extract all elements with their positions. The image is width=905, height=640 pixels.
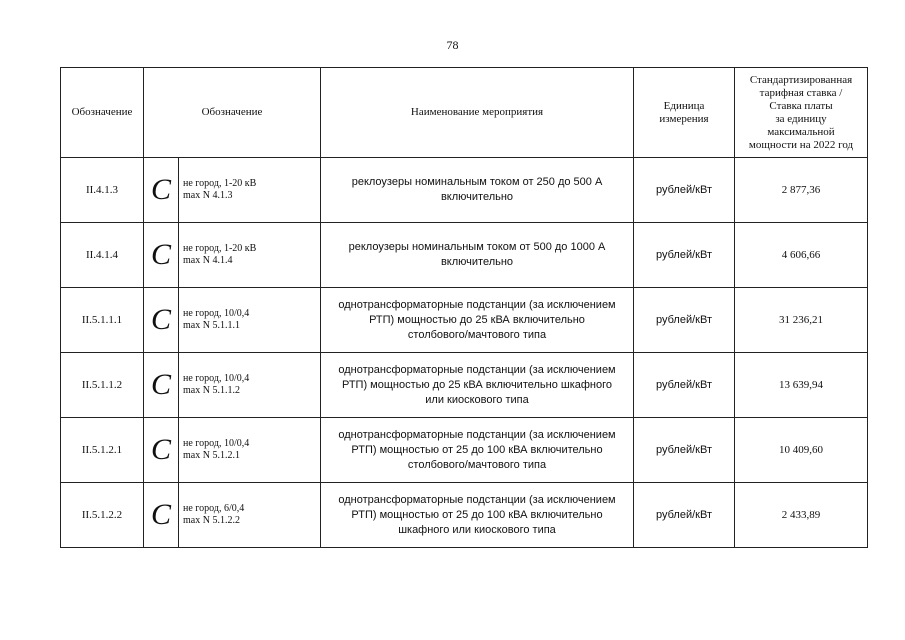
event-name xyxy=(321,288,634,353)
header-rate-line: мощности на 2022 год xyxy=(748,138,854,151)
category-letter: C xyxy=(144,288,179,353)
table-row xyxy=(61,483,868,548)
category-letter: C xyxy=(144,223,179,288)
table-row xyxy=(61,288,868,353)
category-letter: C xyxy=(144,353,179,418)
row-code: II.5.1.1.2 xyxy=(61,353,144,418)
category-description xyxy=(179,158,321,223)
header-rate-line: Ставка платы xyxy=(769,99,833,112)
event-line: однотрансформаторные подстанции (за исключением xyxy=(338,493,616,506)
event-line: столбового/мачтового типа xyxy=(407,328,547,341)
event-line: РТП) мощностью от 25 до 100 кВА включительно xyxy=(351,508,603,521)
tariff-table xyxy=(60,67,868,548)
row-code: II.4.1.3 xyxy=(61,158,144,223)
category-desc-line: не город, 10/0,4 xyxy=(183,373,250,384)
category-desc-line: max N 5.1.1.2 xyxy=(183,385,240,396)
table-row xyxy=(61,223,868,288)
category-description xyxy=(179,353,321,418)
event-line: включительно xyxy=(440,191,514,203)
row-code: II.4.1.4 xyxy=(61,223,144,288)
unit-cell: рублей/кВт xyxy=(634,288,735,353)
rate-cell: 31 236,21 xyxy=(735,288,868,353)
category-desc-line: max N 5.1.1.1 xyxy=(183,320,240,331)
event-line: столбового/мачтового типа xyxy=(407,458,547,471)
event-name xyxy=(321,223,634,288)
header-unit-line: Единица xyxy=(663,99,705,112)
category-letter: C xyxy=(144,483,179,548)
category-description xyxy=(179,418,321,483)
row-code: II.5.1.1.1 xyxy=(61,288,144,353)
category-desc-line: max N 5.1.2.1 xyxy=(183,450,240,461)
unit-cell: рублей/кВт xyxy=(634,158,735,223)
event-line: однотрансформаторные подстанции (за исключением xyxy=(338,428,616,441)
event-line: включительно xyxy=(440,256,514,268)
header-rate-line: тарифная ставка / xyxy=(759,86,843,99)
event-line: реклоузеры номинальным током от 250 до 500 А xyxy=(351,176,603,188)
row-code: II.5.1.2.2 xyxy=(61,483,144,548)
header-unit xyxy=(634,68,735,158)
rate-cell: 2 433,89 xyxy=(735,483,868,548)
event-line: РТП) мощностью от 25 до 100 кВА включительно xyxy=(351,443,603,456)
category-desc-line: max N 5.1.2.2 xyxy=(183,515,240,526)
category-desc-line: не город, 1-20 кВ xyxy=(183,178,257,189)
header-unit-line: измерения xyxy=(659,112,709,125)
category-desc-line: не город, 1-20 кВ xyxy=(183,243,257,254)
table-row xyxy=(61,353,868,418)
event-name xyxy=(321,353,634,418)
event-line: шкафного или киоскового типа xyxy=(398,523,556,536)
event-name xyxy=(321,483,634,548)
header-rate-line: Стандартизированная xyxy=(749,73,853,86)
rate-cell: 4 606,66 xyxy=(735,223,868,288)
category-desc-line: не город, 10/0,4 xyxy=(183,308,250,319)
category-desc-line: max N 4.1.4 xyxy=(183,255,233,266)
category-desc-line: не город, 10/0,4 xyxy=(183,438,250,449)
event-line: или киоскового типа xyxy=(425,393,529,406)
header-designation-1: Обозначение xyxy=(61,68,144,158)
table-row xyxy=(61,418,868,483)
event-name xyxy=(321,418,634,483)
unit-cell: рублей/кВт xyxy=(634,353,735,418)
category-letter: C xyxy=(144,418,179,483)
page-number: 78 xyxy=(446,38,459,52)
category-description xyxy=(179,483,321,548)
table-header-row xyxy=(61,68,868,158)
category-letter: C xyxy=(144,158,179,223)
header-event-name: Наименование мероприятия xyxy=(321,68,634,158)
row-code: II.5.1.2.1 xyxy=(61,418,144,483)
unit-cell: рублей/кВт xyxy=(634,418,735,483)
event-line: однотрансформаторные подстанции (за исключением xyxy=(338,363,616,376)
unit-cell: рублей/кВт xyxy=(634,223,735,288)
category-desc-line: не город, 6/0,4 xyxy=(183,503,245,514)
rate-cell: 10 409,60 xyxy=(735,418,868,483)
category-description xyxy=(179,223,321,288)
event-line: РТП) мощностью до 25 кВА включительно xyxy=(369,313,585,326)
rate-cell: 2 877,36 xyxy=(735,158,868,223)
header-rate xyxy=(735,68,868,158)
table-row xyxy=(61,158,868,223)
event-line: реклоузеры номинальным током от 500 до 1000 А xyxy=(348,241,606,253)
category-description xyxy=(179,288,321,353)
event-name xyxy=(321,158,634,223)
header-rate-line: за единицу xyxy=(775,112,827,125)
header-rate-line: максимальной xyxy=(767,125,835,138)
category-desc-line: max N 4.1.3 xyxy=(183,190,233,201)
event-line: однотрансформаторные подстанции (за исключением xyxy=(338,298,616,311)
rate-cell: 13 639,94 xyxy=(735,353,868,418)
unit-cell: рублей/кВт xyxy=(634,483,735,548)
event-line: РТП) мощностью до 25 кВА включительно шкафного xyxy=(341,378,613,391)
header-designation-2: Обозначение xyxy=(144,68,321,158)
